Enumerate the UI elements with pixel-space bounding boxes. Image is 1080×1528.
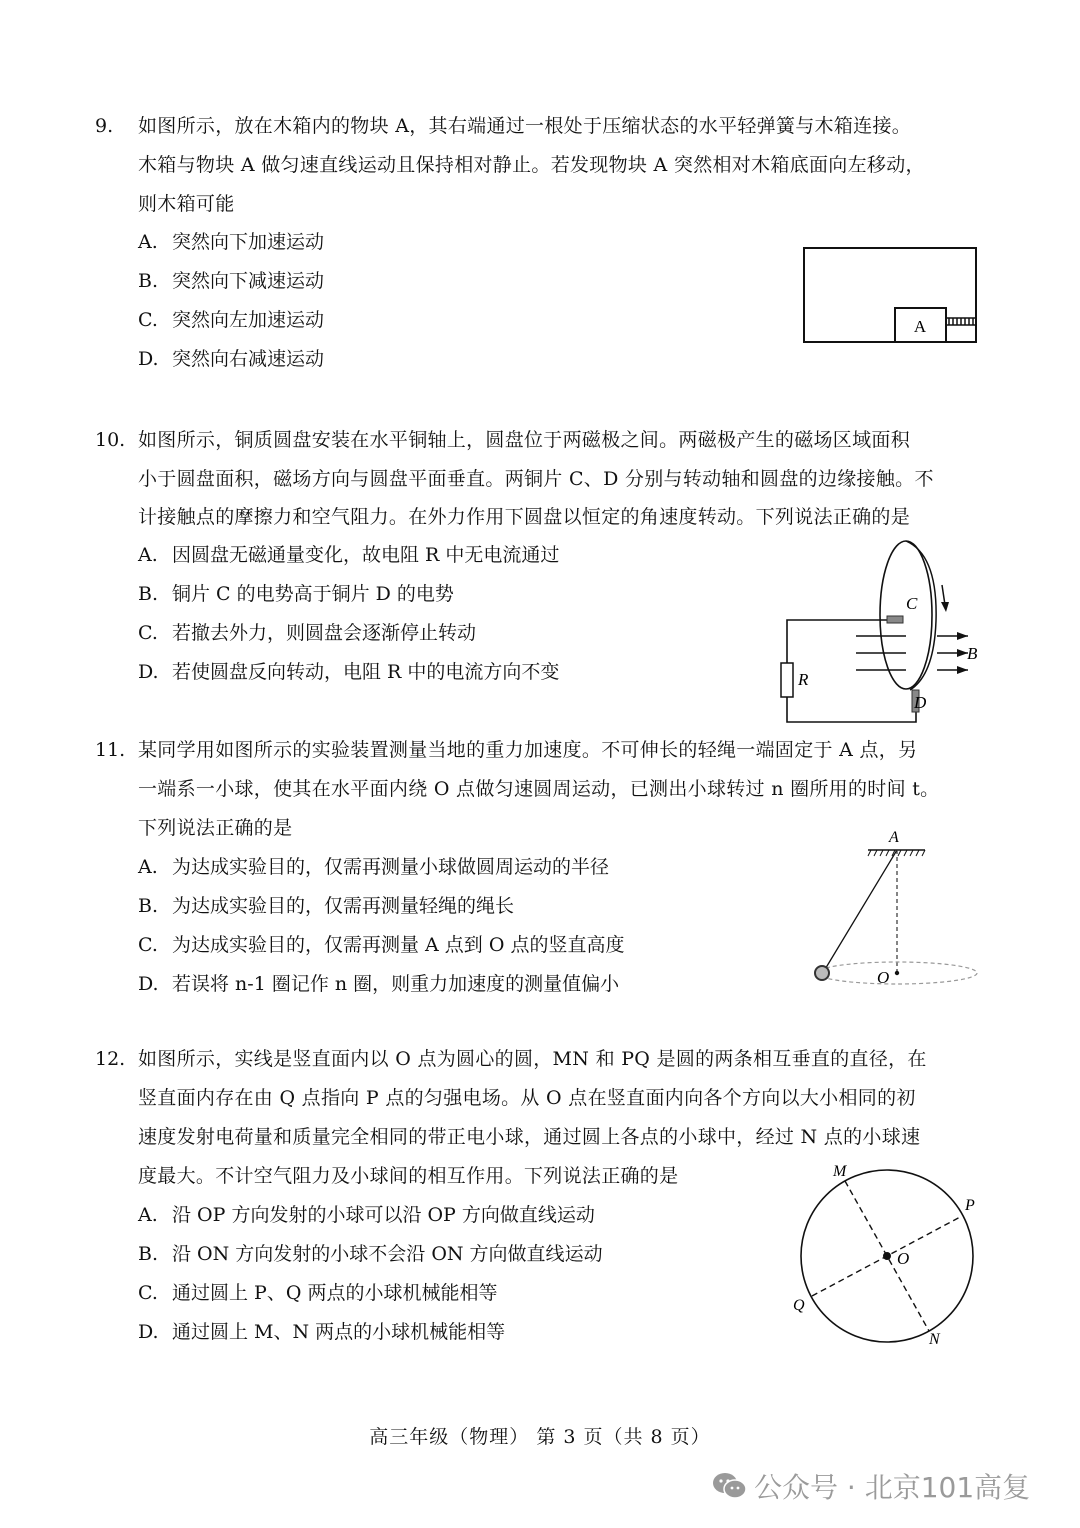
option-text: 为达成实验目的，仅需再测量小球做圆周运动的半径	[172, 856, 610, 878]
option-label: C.	[138, 1282, 158, 1304]
field-arrow-icon	[957, 632, 968, 640]
watermark	[712, 1466, 1030, 1508]
rotation-arrowhead	[941, 602, 949, 612]
q10-option-a[interactable]	[138, 543, 559, 567]
q10-option-c[interactable]	[138, 621, 476, 645]
option-text: 因圆盘无磁通量变化，故电阻 R 中无电流通过	[172, 544, 560, 566]
q11-stem-line: 某同学用如图所示的实验装置测量当地的重力加速度。不可伸长的轻绳一端固定于 A 点，另	[138, 739, 918, 761]
q12-option-b[interactable]	[138, 1242, 603, 1266]
option-text: 突然向下加速运动	[172, 231, 325, 253]
q12-option-c[interactable]	[138, 1281, 497, 1305]
q12-stem-line: 度最大。不计空气阻力及小球间的相互作用。下列说法正确的是	[138, 1165, 679, 1187]
option-label: D.	[138, 973, 159, 995]
q11-stem-line: 下列说法正确的是	[138, 817, 293, 839]
q10-option-d[interactable]	[138, 660, 559, 684]
field-arrow-icon	[957, 666, 968, 674]
label-o: O	[897, 1249, 910, 1268]
q11-option-a[interactable]	[138, 855, 609, 879]
q12-stem-line: 如图所示，实线是竖直面内以 O 点为圆心的圆，MN 和 PQ 是圆的两条相互垂直的直径，在	[138, 1048, 927, 1070]
option-text: 为达成实验目的，仅需再测量轻绳的绳长	[172, 895, 515, 917]
option-label: A.	[138, 544, 158, 566]
magnetic-field-lines	[856, 636, 968, 670]
option-text: 突然向右减速运动	[172, 348, 325, 370]
option-label: D.	[138, 661, 159, 683]
brush-c	[887, 616, 903, 623]
option-text: 突然向左加速运动	[172, 309, 325, 331]
q10-disk-figure	[770, 535, 995, 730]
label-p: P	[965, 1197, 975, 1214]
option-label: B.	[138, 583, 159, 605]
block-a-label: A	[913, 317, 927, 336]
q11-option-c[interactable]	[138, 933, 624, 957]
option-text: 为达成实验目的，仅需再测量 A 点到 O 点的竖直高度	[172, 934, 625, 956]
label-n: N	[929, 1331, 940, 1348]
resistor-r	[781, 663, 793, 697]
center-o	[883, 1252, 891, 1260]
label-o: O	[877, 968, 890, 987]
q11-pendulum-figure	[805, 828, 985, 993]
label-c: C	[906, 594, 918, 613]
copper-disk	[880, 541, 932, 689]
wechat-icon	[712, 1471, 748, 1508]
option-label: B.	[138, 270, 159, 292]
q9-stem-line: 如图所示，放在木箱内的物块 A，其右端通过一根处于压缩状态的水平轻弹簧与木箱连接。	[138, 115, 912, 137]
q11-option-d[interactable]	[138, 972, 619, 996]
q12-option-d[interactable]	[138, 1320, 505, 1344]
option-text: 通过圆上 M、N 两点的小球机械能相等	[172, 1321, 506, 1343]
option-text: 铜片 C 的电势高于铜片 D 的电势	[172, 583, 454, 605]
q9-number: 9.	[95, 115, 114, 137]
option-label: A.	[138, 1204, 158, 1226]
label-q: Q	[793, 1297, 805, 1314]
option-label: A.	[138, 856, 158, 878]
option-label: C.	[138, 934, 158, 956]
option-label: D.	[138, 348, 159, 370]
q12-circle-figure	[785, 1160, 985, 1350]
option-text: 沿 ON 方向发射的小球不会沿 ON 方向做直线运动	[172, 1243, 603, 1265]
wooden-box	[804, 248, 976, 342]
option-label: A.	[138, 231, 158, 253]
q9-stem-line: 则木箱可能	[138, 193, 235, 215]
option-text: 沿 OP 方向发射的小球可以沿 OP 方向做直线运动	[172, 1204, 595, 1226]
option-label: C.	[138, 622, 158, 644]
q11-option-b[interactable]	[138, 894, 514, 918]
q9-option-a[interactable]	[138, 230, 324, 254]
q12-stem-line: 速度发射电荷量和质量完全相同的带正电小球，通过圆上各点的小球中，经过 N 点的小球速	[138, 1126, 921, 1148]
q12-option-a[interactable]	[138, 1203, 595, 1227]
q10-stem-line: 小于圆盘面积，磁场方向与圆盘平面垂直。两铜片 C、D 分别与转动轴和圆盘的边缘接触。不	[138, 468, 934, 490]
option-label: B.	[138, 1243, 159, 1265]
option-label: D.	[138, 1321, 159, 1343]
string	[824, 850, 897, 971]
q10-stem-line: 如图所示，铜质圆盘安装在水平铜轴上，圆盘位于两磁极之间。两磁极产生的磁场区域面积	[138, 429, 911, 451]
q10-number: 10.	[95, 429, 126, 451]
q10-stem-line: 计接触点的摩擦力和空气阻力。在外力作用下圆盘以恒定的角速度转动。下列说法正确的是	[138, 506, 911, 528]
option-text: 突然向下减速运动	[172, 270, 325, 292]
q9-option-c[interactable]	[138, 308, 324, 332]
option-text: 通过圆上 P、Q 两点的小球机械能相等	[172, 1282, 498, 1304]
q9-box-figure	[800, 245, 980, 345]
option-text: 若使圆盘反向转动，电阻 R 中的电流方向不变	[172, 661, 560, 683]
q9-option-d[interactable]	[138, 347, 324, 371]
point-o	[895, 971, 899, 975]
option-text: 若撤去外力，则圆盘会逐渐停止转动	[172, 622, 477, 644]
q12-number: 12.	[95, 1048, 126, 1070]
label-b: B	[967, 644, 978, 663]
option-text: 若误将 n-1 圈记作 n 圈，则重力加速度的测量值偏小	[172, 973, 620, 995]
q9-option-b[interactable]	[138, 269, 324, 293]
spring-icon	[946, 318, 976, 325]
watermark-text: 公众号 · 北京101高复	[754, 1471, 1031, 1504]
label-r: R	[798, 670, 809, 689]
label-m: M	[833, 1163, 847, 1180]
label-d: D	[914, 693, 927, 712]
label-a: A	[889, 829, 899, 846]
q11-number: 11.	[95, 739, 126, 761]
option-label: C.	[138, 309, 158, 331]
q11-stem-line: 一端系一小球，使其在水平面内绕 O 点做匀速圆周运动，已测出小球转过 n 圈所用的时间 t。	[138, 778, 940, 800]
q12-stem-line: 竖直面内存在由 Q 点指向 P 点的匀强电场。从 O 点在竖直面内向各个方向以大小相同的初	[138, 1087, 916, 1109]
q10-option-b[interactable]	[138, 582, 454, 606]
ball	[815, 966, 829, 980]
option-label: B.	[138, 895, 159, 917]
q9-stem-line: 木箱与物块 A 做匀速直线运动且保持相对静止。若发现物块 A 突然相对木箱底面向左移动，	[138, 154, 925, 176]
page-footer: 高三年级（物理） 第 3 页（共 8 页）	[369, 1426, 711, 1448]
